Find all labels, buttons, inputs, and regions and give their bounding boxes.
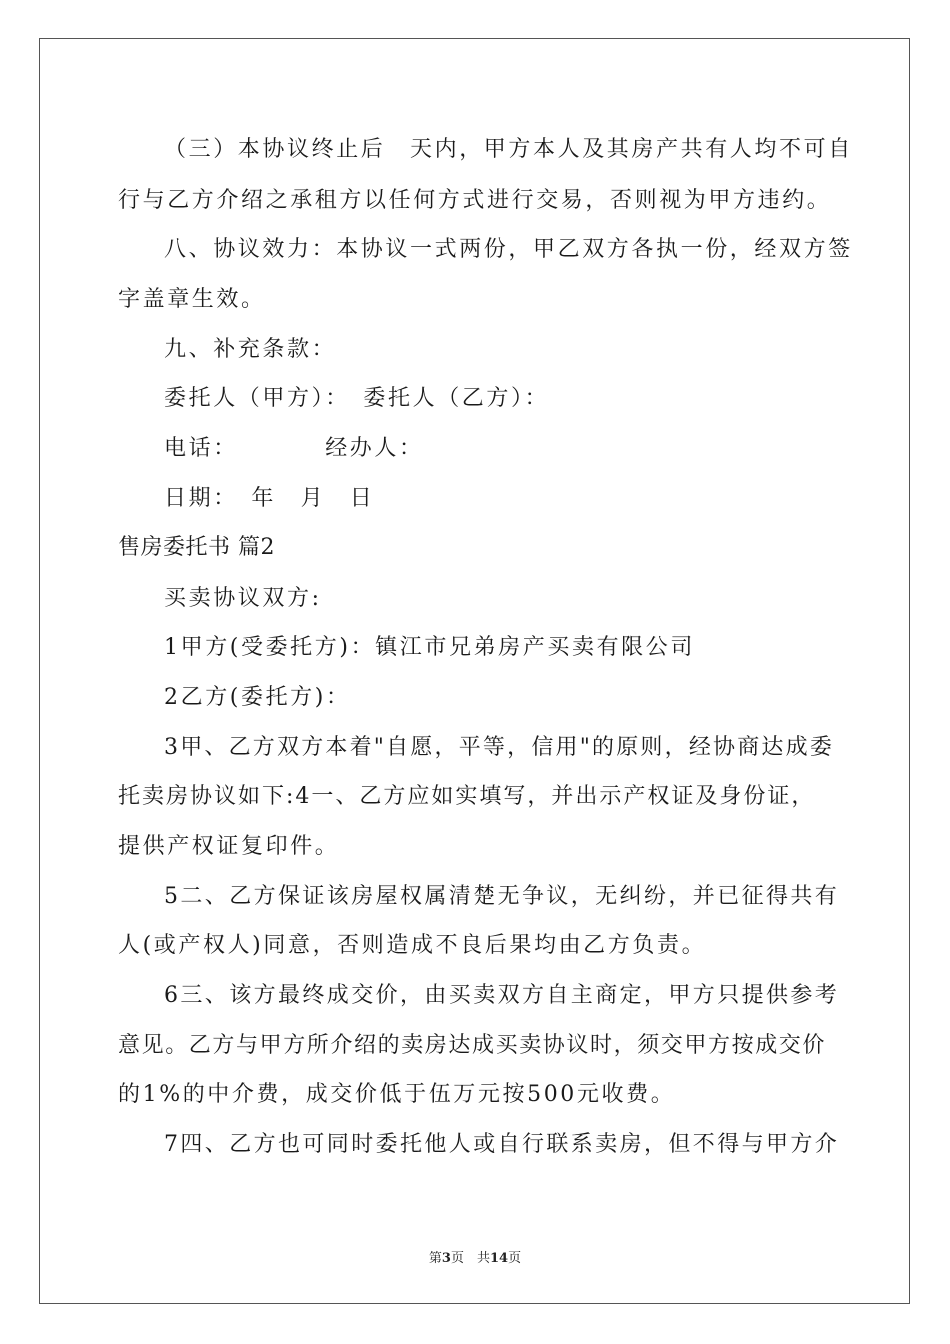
text-line: 九、补充条款： bbox=[164, 337, 337, 362]
text-line: 买卖协议双方: bbox=[164, 586, 322, 611]
footer-page-number: 3 bbox=[441, 1251, 451, 1266]
text-line: 意见。乙方与甲方所介绍的卖房达成买卖协议时，须交甲方按成交价 bbox=[118, 1033, 827, 1058]
page-footer bbox=[0, 1247, 950, 1266]
text-line: 日期： 年 月 日 bbox=[164, 486, 375, 511]
text-line: 1甲方(受委托方)：镇江市兄弟房产买卖有限公司 bbox=[164, 635, 695, 660]
text-line: 八、协议效力：本协议一式两份，甲乙双方各执一份，经双方签 bbox=[164, 237, 853, 262]
text-line: 提供产权证复印件。 bbox=[118, 834, 340, 859]
text-line: 3甲、乙方双方本着"自愿，平等，信用"的原则，经协商达成委 bbox=[164, 735, 835, 760]
section-heading: 售房委托书 篇2 bbox=[118, 535, 275, 560]
text-line: 2乙方(委托方)： bbox=[164, 685, 351, 710]
footer-total-pages: 14 bbox=[489, 1251, 509, 1266]
text-line: 5二、乙方保证该房屋权属清楚无争议，无纠纷，并已征得共有 bbox=[164, 884, 840, 909]
footer-prefix: 第 bbox=[428, 1251, 442, 1266]
text-line: （三）本协议终止后 天内，甲方本人及其房产共有人均不可自 bbox=[164, 137, 853, 162]
footer-middle: 页 共 bbox=[450, 1251, 490, 1266]
text-line: 字盖章生效。 bbox=[118, 287, 266, 312]
footer-suffix: 页 bbox=[508, 1251, 522, 1266]
text-line: 7四、乙方也可同时委托他人或自行联系卖房，但不得与甲方介 bbox=[164, 1132, 840, 1157]
text-line: 的1%的中介费，成交价低于伍万元按500元收费。 bbox=[118, 1082, 676, 1107]
text-line: 6三、该方最终成交价，由买卖双方自主商定，甲方只提供参考 bbox=[164, 983, 840, 1008]
text-line: 委托人（甲方）： 委托人（乙方）： bbox=[164, 386, 550, 411]
text-line: 行与乙方介绍之承租方以任何方式进行交易，否则视为甲方违约。 bbox=[118, 188, 832, 213]
page-border bbox=[39, 38, 910, 1304]
text-line: 人(或产权人)同意，否则造成不良后果均由乙方负责。 bbox=[118, 933, 707, 958]
text-line: 托卖房协议如下:4一、乙方应如实填写，并出示产权证及身份证， bbox=[118, 784, 816, 809]
text-line: 电话： 经办人： bbox=[164, 436, 424, 461]
